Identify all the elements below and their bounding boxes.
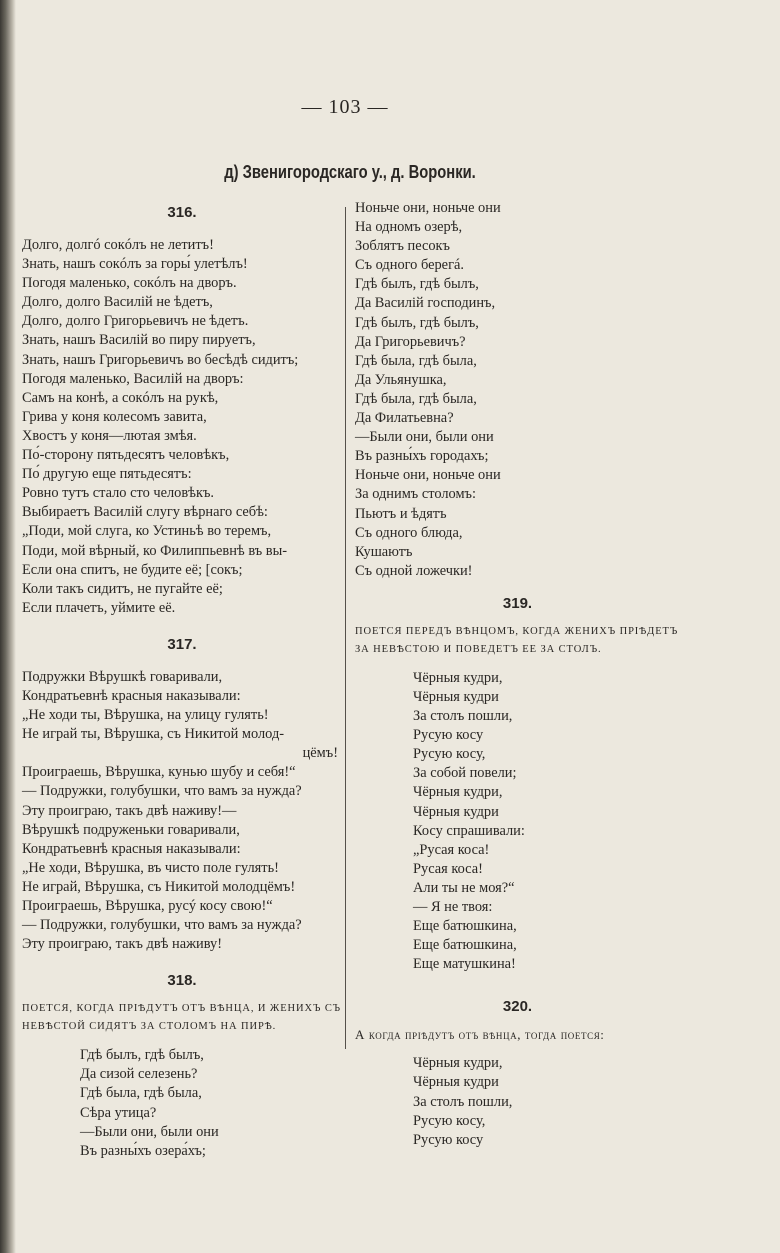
verse-line: Русая коса!	[413, 860, 483, 877]
verse-line: Чёрныя кудри,	[413, 784, 503, 801]
verse-line: —Были они, были они	[80, 1123, 219, 1140]
verse-line: Знать, нашъ сокóлъ за горы́ улетѣлъ!	[22, 256, 248, 273]
verse-line: Хвостъ у коня—лютая змѣя.	[22, 427, 197, 444]
verse-line: Гдѣ былъ, гдѣ былъ,	[355, 276, 479, 293]
verse-line: Сѣра утица?	[80, 1104, 157, 1121]
verse-line: Въ разны́хъ озера́хъ;	[80, 1142, 206, 1159]
verse-line: За столъ пошли,	[413, 1093, 513, 1110]
section-title: д) Звенигородскаго у., д. Воронки.	[224, 162, 476, 182]
verse-line: Погодя маленько, Василій на дворъ:	[22, 370, 244, 387]
verse-line: Еще батюшкина,	[413, 918, 517, 935]
verse-line: Долго, долгó сокóлъ не летитъ!	[22, 237, 214, 253]
verse-line: Гдѣ была, гдѣ была,	[355, 352, 477, 369]
verse-line: На одномъ озерѣ,	[355, 219, 463, 236]
verse-line: Гдѣ былъ, гдѣ былъ,	[355, 314, 479, 331]
verse-line: Еще батюшкина,	[413, 937, 517, 954]
verse-line: Въ разны́хъ городахъ;	[355, 448, 489, 465]
verse-line: Знать, нашъ Григорьевичъ во бесѣдѣ сидитъ;	[22, 351, 299, 368]
right-column	[355, 199, 680, 1150]
verse-line: Русую косу	[413, 727, 484, 744]
verse-line: Ноньче они, ноньче они	[355, 467, 501, 484]
verse-line: Поди, мой вѣрный, ко Филиппьевнѣ въ вы-	[22, 542, 288, 559]
verse-line: Русую косу,	[413, 746, 486, 763]
verse-line: Да Филатьевна?	[355, 410, 454, 427]
verse-line: Еще матушкина!	[413, 956, 516, 973]
verse-line: „Не ходи, Вѣрушка, въ чисто поле гулять!	[22, 859, 279, 876]
verse-line: Да Ульянушка,	[355, 371, 447, 388]
verse-line: Да Григорьевичъ?	[355, 333, 466, 350]
verse-line: Выбираетъ Василій слугу вѣрнаго себѣ:	[22, 504, 268, 521]
verse-line: Чёрныя кудри	[413, 688, 499, 705]
verse-line: Ноньче они, ноньче они	[355, 200, 501, 216]
song-319-caption: ПОЕТСЯ ПЕРЕДЪ ВѢНЦОМЪ, КОГДА ЖЕНИХЪ ПРІѢДЕТЪ ЗА НЕВѢСТОЮ И ПОВЕДЕТЪ ЕЕ ЗА СТОЛЪ.	[355, 625, 679, 655]
song-317-text	[22, 668, 342, 954]
verse-line: Вѣрушкѣ подруженьки говаривали,	[22, 821, 240, 838]
verse-line: „Русая коса!	[413, 841, 490, 858]
verse-line: Кушаютъ	[355, 543, 413, 560]
verse-line: Да Василій господинъ,	[355, 295, 496, 312]
song-320-text	[355, 1054, 680, 1149]
verse-line: Гдѣ была, гдѣ была,	[355, 390, 477, 407]
verse-line: Грива у коня колесомъ завита,	[22, 408, 207, 425]
verse-line: Али ты не моя?“	[413, 879, 515, 896]
verse-line: Пьютъ и ѣдятъ	[355, 505, 447, 522]
verse-line: Да сизой селезень?	[80, 1066, 198, 1083]
song-318-text-right	[355, 199, 680, 581]
verse-line: Косу спрашивали:	[413, 822, 525, 839]
verse-line: цёмъ!	[302, 745, 338, 762]
verse-line: Проиграешь, Вѣрушка, кунью шубу и себя!“	[22, 764, 296, 781]
verse-line: Русую косу,	[413, 1112, 486, 1129]
verse-line: Эту проиграю, такъ двѣ наживу!—	[22, 802, 237, 819]
verse-line: По́ другую еще пятьдесятъ:	[22, 466, 192, 483]
verse-line: Проиграешь, Вѣрушка, русý косу свою!“	[22, 898, 273, 914]
column-divider	[345, 207, 346, 1049]
song-number-318: 318.	[167, 972, 197, 990]
verse-line: Гдѣ былъ, гдѣ былъ,	[80, 1047, 204, 1064]
verse-line: — Подружки, голубушки, что вамъ за нужда?	[22, 917, 302, 934]
verse-line: По́-сторону пятьдесятъ человѣкъ,	[22, 447, 230, 464]
verse-line: Эту проиграю, такъ двѣ наживу!	[22, 936, 223, 953]
verse-line: Долго, долго Григорьевичъ не ѣдетъ.	[22, 313, 249, 330]
verse-line: — Я не твоя:	[413, 899, 493, 915]
verse-line: Коли такъ сидитъ, не пугайте её;	[22, 580, 223, 597]
song-320-caption: А когда пріѣдутъ отъ вѣнца, тогда поется:	[355, 1027, 605, 1043]
page-number: — 103 —	[301, 96, 389, 118]
verse-line: За столъ пошли,	[413, 708, 513, 725]
verse-line: Ровно тутъ стало сто человѣкъ.	[22, 485, 215, 502]
song-number-319: 319.	[502, 594, 533, 612]
verse-line: Не играй, Вѣрушка, съ Никитой молодцёмъ!	[22, 878, 296, 895]
verse-line: Чёрныя кудри	[413, 1074, 499, 1091]
verse-line: Съ одного берегá.	[355, 257, 464, 274]
song-319-text	[355, 669, 680, 975]
verse-line: Погодя маленько, сокóлъ на дворъ.	[22, 275, 237, 292]
verse-line: Гдѣ была, гдѣ была,	[80, 1085, 202, 1102]
song-316-text	[22, 236, 342, 618]
song-number-316: 316.	[167, 204, 197, 221]
verse-line: Кондратьевнѣ красныя наказывали:	[22, 840, 241, 857]
verse-line: Чёрныя кудри,	[413, 669, 503, 686]
song-number-320: 320.	[502, 998, 533, 1016]
verse-line: „Поди, мой слуга, ко Устиньѣ во теремъ,	[22, 523, 272, 540]
verse-line: Зоблятъ песокъ	[355, 238, 450, 255]
verse-line: Знать, нашъ Василій во пиру пируетъ,	[22, 332, 256, 349]
song-318-caption: ПОЕТСЯ, КОГДА ПРІѢДУТЪ ОТЪ ВѢНЦА, И ЖЕНИХЪ СЪ НЕВѢСТОЙ СИДЯТЪ ЗА СТОЛОМЪ НА ПИРѢ.	[22, 1003, 341, 1033]
verse-line: Если плачетъ, уймите её.	[22, 599, 176, 616]
verse-line: Подружки Вѣрушкѣ говаривали,	[22, 668, 223, 685]
song-number-317: 317.	[167, 635, 197, 653]
verse-line: Долго, долго Василій не ѣдетъ,	[22, 294, 213, 311]
verse-line: Чёрныя кудри	[413, 803, 499, 820]
verse-line: Русую косу	[413, 1131, 484, 1148]
verse-line: Если она спитъ, не будите её; [сокъ;	[22, 561, 243, 578]
verse-line: За однимъ столомъ:	[355, 486, 476, 503]
verse-line: —Были они, были они	[355, 429, 494, 446]
verse-line: Кондратьевнѣ красныя наказывали:	[22, 687, 241, 704]
verse-line: Чёрныя кудри,	[413, 1055, 503, 1072]
verse-line: Самъ на конѣ, а сокóлъ на рукѣ,	[22, 389, 219, 406]
verse-line: — Подружки, голубушки, что вамъ за нужда?	[22, 783, 302, 800]
verse-line: За собой повели;	[413, 765, 517, 782]
verse-line: „Не ходи ты, Вѣрушка, на улицу гулять!	[22, 707, 269, 724]
left-column	[22, 200, 342, 1161]
verse-line: Съ одного блюда,	[355, 524, 463, 541]
verse-line: Не играй ты, Вѣрушка, съ Никитой молод-	[22, 726, 285, 743]
song-318-text-left	[22, 1046, 342, 1161]
verse-line: Съ одной ложечки!	[355, 562, 473, 579]
